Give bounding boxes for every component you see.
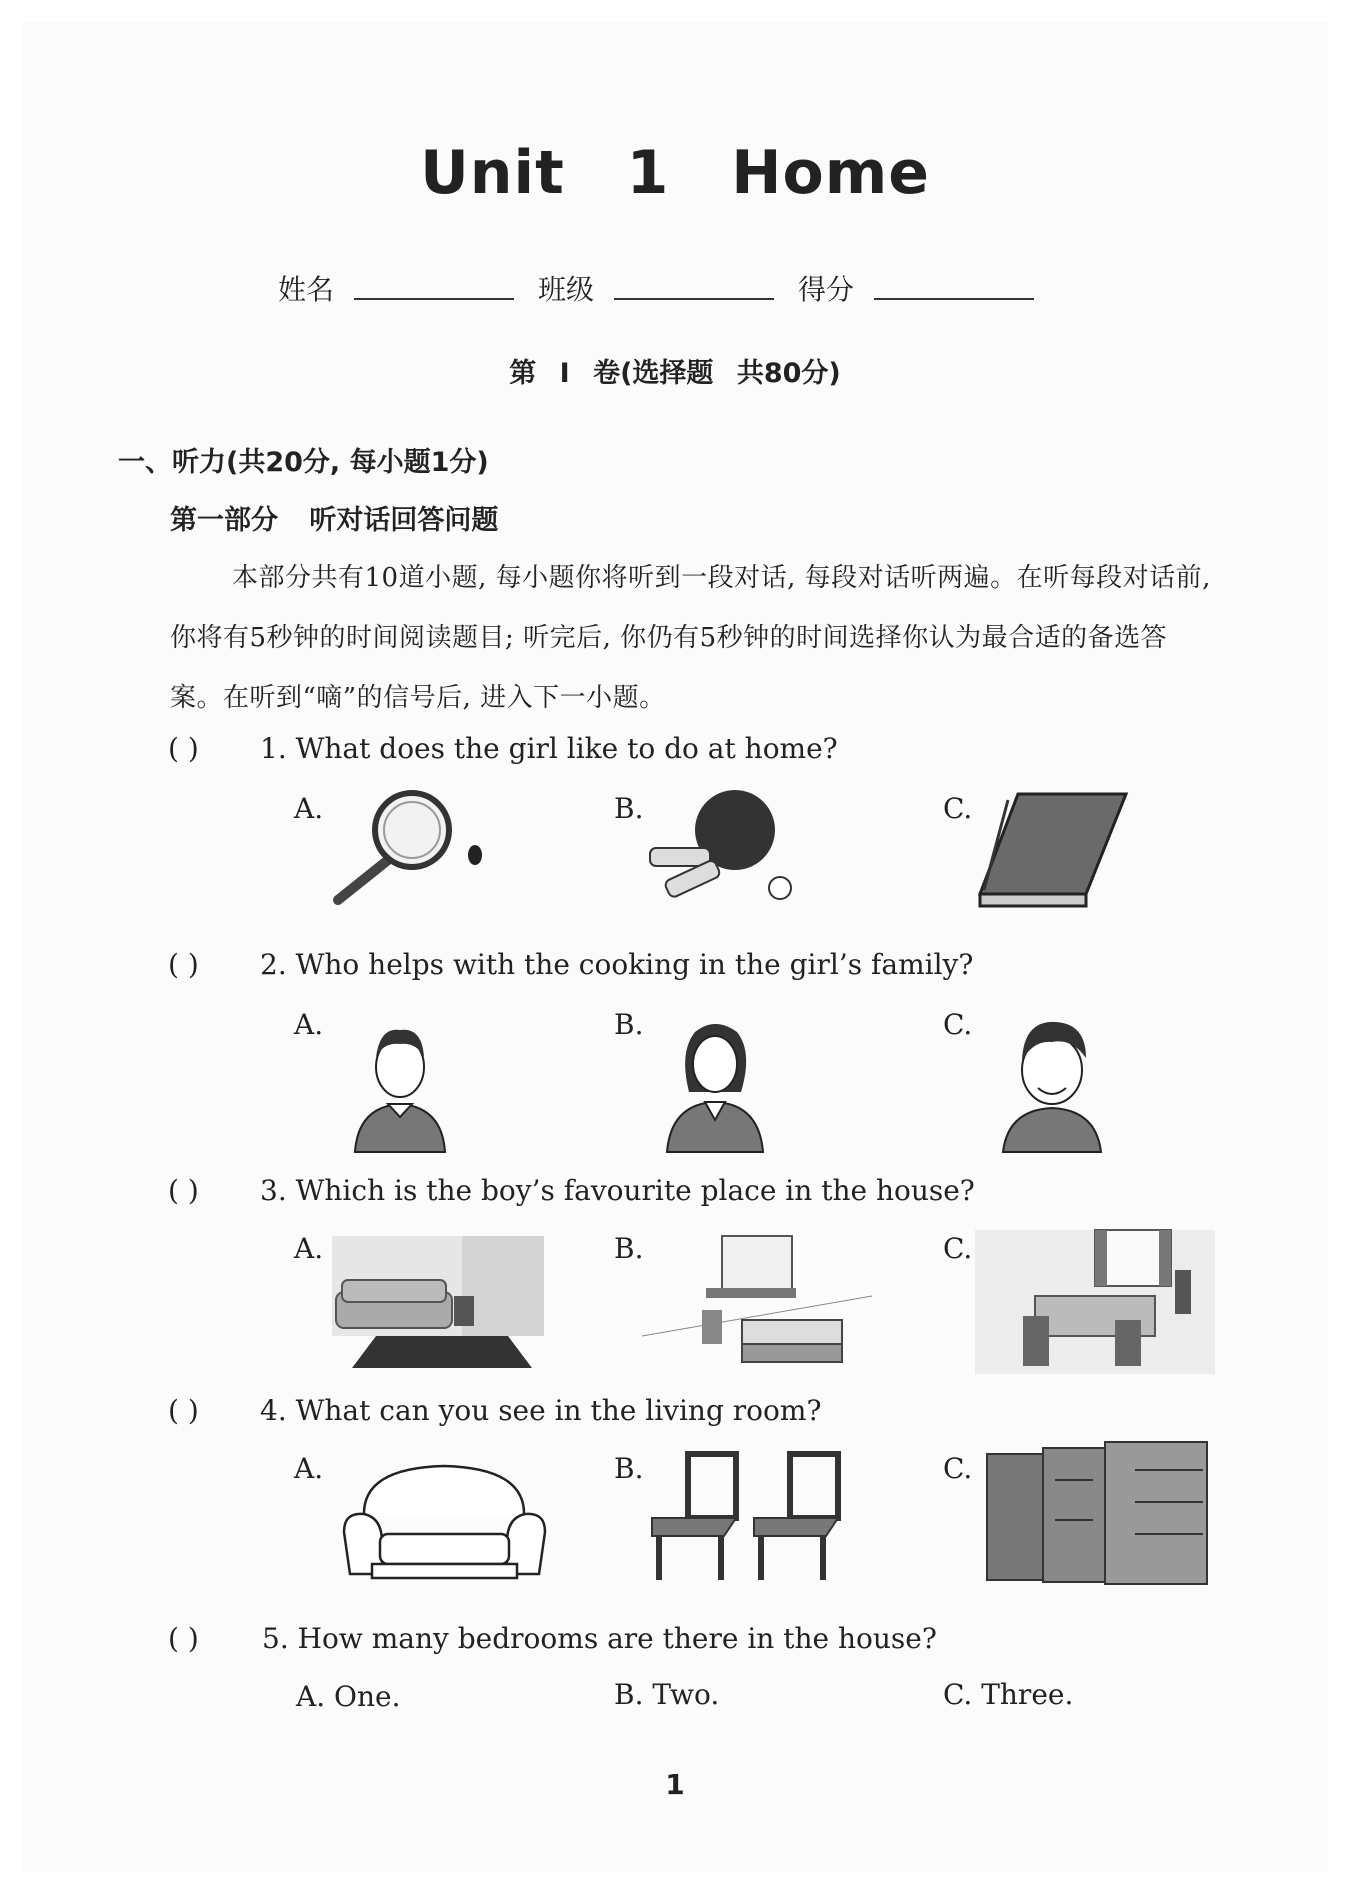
- class-blank[interactable]: [614, 298, 774, 300]
- section-heading: 一、听力(共20分, 每小题1分): [118, 447, 489, 478]
- part-heading: 第一部分 听对话回答问题: [170, 505, 499, 536]
- boy-icon: [1000, 1008, 1105, 1152]
- name-blank[interactable]: [354, 298, 514, 300]
- answer-paren-5[interactable]: ( ): [168, 1622, 199, 1655]
- q5-option-a[interactable]: A. One.: [296, 1680, 401, 1713]
- living-room-scene-icon: [332, 1236, 544, 1372]
- answer-paren-3[interactable]: ( ): [168, 1174, 199, 1207]
- q3-option-c-label[interactable]: C.: [943, 1232, 973, 1265]
- ping-pong-paddles-icon: [645, 790, 805, 910]
- question-4-text: 4. What can you see in the living room?: [260, 1394, 822, 1427]
- q2-option-b-label[interactable]: B.: [614, 1008, 644, 1041]
- class-label: 班级: [538, 273, 595, 306]
- page-number: 1: [665, 1768, 685, 1801]
- q3-option-a-label[interactable]: A.: [294, 1232, 324, 1265]
- answer-paren-2[interactable]: ( ): [168, 948, 199, 981]
- book-icon: [978, 790, 1128, 910]
- man-icon: [350, 1012, 450, 1152]
- q1-option-a-label[interactable]: A.: [294, 792, 324, 825]
- q4-option-a-label[interactable]: A.: [294, 1452, 324, 1485]
- question-1-text: 1. What does the girl like to do at home?: [260, 732, 838, 765]
- q5-option-b[interactable]: B. Two.: [614, 1678, 720, 1711]
- page-title: Unit 1 Home: [420, 138, 930, 208]
- chairs-icon: [650, 1452, 850, 1584]
- question-3-text: 3. Which is the boy’s favourite place in the house?: [260, 1174, 975, 1207]
- q1-option-b-label[interactable]: B.: [614, 792, 644, 825]
- bookshelves-icon: [985, 1440, 1210, 1586]
- question-5-text: 5. How many bedrooms are there in the house?: [262, 1622, 937, 1655]
- q4-option-c-label[interactable]: C.: [943, 1452, 973, 1485]
- score-blank[interactable]: [874, 298, 1034, 300]
- sofa-icon: [342, 1462, 547, 1584]
- magnifying-glass-icon: [330, 790, 500, 910]
- dining-room-scene-icon: [975, 1230, 1215, 1374]
- name-label: 姓名: [278, 273, 335, 306]
- bedroom-scene-icon: [642, 1236, 872, 1372]
- answer-paren-4[interactable]: ( ): [168, 1394, 199, 1427]
- q5-option-c[interactable]: C. Three.: [943, 1678, 1074, 1711]
- q3-option-b-label[interactable]: B.: [614, 1232, 644, 1265]
- woman-icon: [665, 1012, 765, 1152]
- q1-option-c-label[interactable]: C.: [943, 792, 973, 825]
- answer-paren-1[interactable]: ( ): [168, 732, 199, 765]
- volume-heading: 第 I 卷(选择题 共80分): [509, 358, 841, 389]
- instructions-paragraph: 本部分共有10道小题, 每小题你将听到一段对话, 每段对话听两遍。在听每段对话前, 你将有5秒钟的时间阅读题目; 听完后, 你仍有5秒钟的时间选择你认为最合适的备选答案。在听到“嘀”的信号后, 进入下一小题。: [170, 563, 1211, 713]
- q4-option-b-label[interactable]: B.: [614, 1452, 644, 1485]
- score-label: 得分: [798, 273, 855, 306]
- q2-option-c-label[interactable]: C.: [943, 1008, 973, 1041]
- q2-option-a-label[interactable]: A.: [294, 1008, 324, 1041]
- question-2-text: 2. Who helps with the cooking in the girl’s family?: [260, 948, 974, 981]
